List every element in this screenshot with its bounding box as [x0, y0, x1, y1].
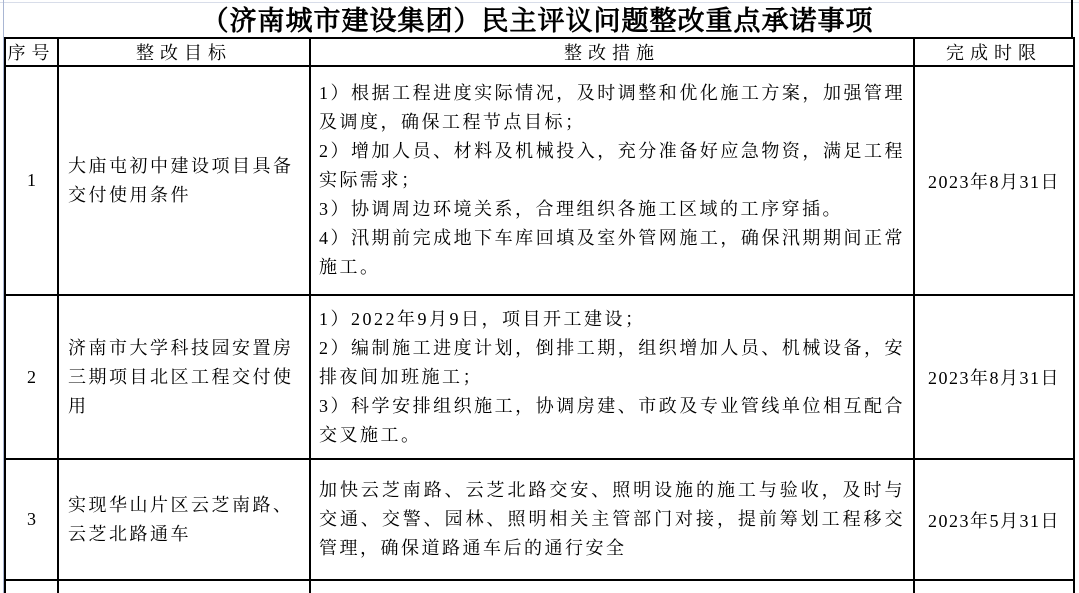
- seq-cell: 2: [5, 295, 58, 459]
- seq-cell: [5, 580, 58, 593]
- seq-cell: 1: [5, 66, 58, 295]
- deadline-cell: [914, 580, 1074, 593]
- target-cell: [58, 580, 310, 593]
- measure-item: 2）编制施工进度计划，倒排工期，组织增加人员、机械设备，安排夜间加班施工；: [319, 337, 905, 387]
- measure-item: 1）根据工程进度实际情况，及时调整和优化施工方案，加强管理及调度，确保工程节点目标；: [319, 83, 905, 132]
- rectification-table: [4, 37, 1075, 593]
- title-bar: [4, 0, 1071, 37]
- measures-cell: [310, 459, 914, 580]
- target-cell: 实现华山片区云芝南路、云芝北路通车: [58, 459, 310, 580]
- seq-cell: 3: [5, 459, 58, 580]
- deadline-cell: 2023年8月31日: [914, 295, 1074, 459]
- target-cell: 大庙屯初中建设项目具备交付使用条件: [58, 66, 310, 295]
- measure-item: 1）2022年9月9日，项目开工建设；: [319, 308, 646, 329]
- table-row: [5, 459, 1074, 580]
- table-row: [5, 295, 1074, 459]
- table-row-partial: [5, 580, 1074, 593]
- deadline-cell: 2023年8月31日: [914, 66, 1074, 295]
- target-cell: 济南市大学科技园安置房三期项目北区工程交付使用: [58, 295, 310, 459]
- measures-cell: [310, 295, 914, 459]
- measures-cell: [310, 580, 914, 593]
- measure-item: 3）科学安排组织施工，协调房建、市政及专业管线单位相互配合交叉施工。: [319, 395, 905, 445]
- col-header-deadline: 完成时限: [914, 38, 1074, 66]
- measure-item: 4）汛期前完成地下车库回填及室外管网施工，确保汛期期间正常施工。: [319, 228, 905, 277]
- col-header-measures: 整改措施: [310, 38, 914, 66]
- document-area: [4, 0, 1073, 593]
- measures-cell: [310, 66, 914, 295]
- table-row: [5, 66, 1074, 295]
- measure-item: 2）增加人员、材料及机械投入，充分准备好应急物资，满足工程实际需求；: [319, 141, 905, 190]
- col-header-target: 整改目标: [58, 38, 310, 66]
- deadline-cell: 2023年5月31日: [914, 459, 1074, 580]
- header-row: [5, 38, 1074, 66]
- col-header-seq: 序号: [5, 38, 58, 66]
- measure-item: 3）协调周边环境关系，合理组织各施工区域的工序穿插。: [319, 199, 843, 219]
- measure-item: 加快云芝南路、云芝北路交安、照明设施的施工与验收，及时与交通、交警、园林、照明相关主管部门对接，提前筹划工程移交管理，确保道路通车后的通行安全: [319, 480, 905, 558]
- page-title: （济南城市建设集团）民主评议问题整改重点承诺事项: [201, 6, 874, 36]
